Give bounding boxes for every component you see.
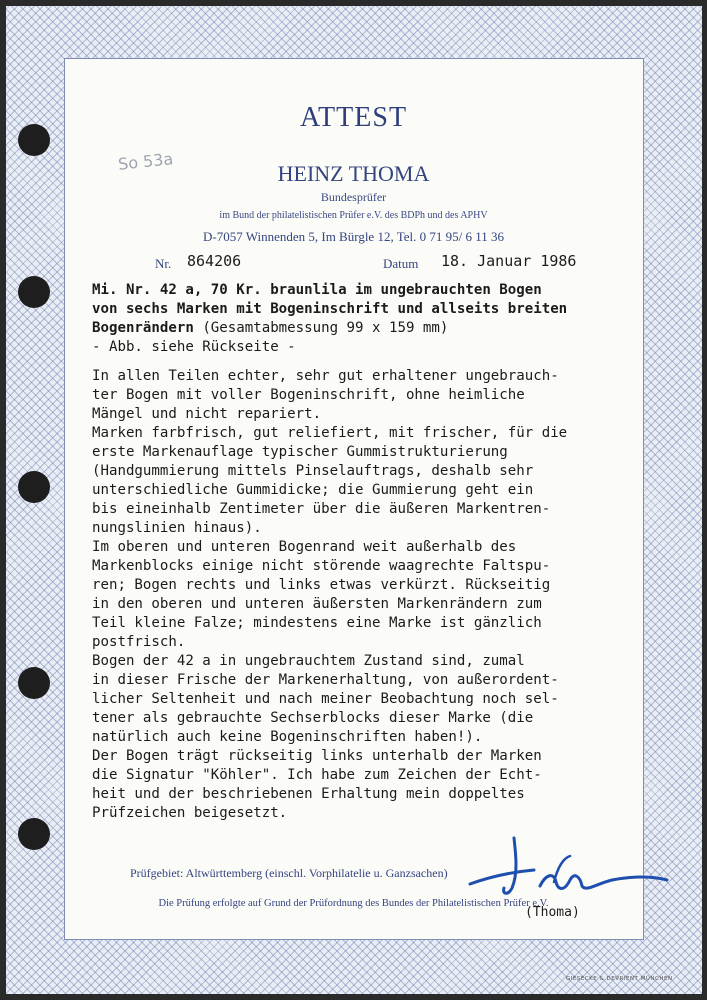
body-line: [92, 557, 632, 576]
body-line: [92, 443, 632, 462]
examiner-address: D-7057 Winnenden 5, Im Bürgle 12, Tel. 0 71 95/ 6 11 36: [202, 229, 505, 244]
body-line-text: bis eineinhalb Zentimeter über die äußeren Markentren-: [92, 501, 551, 517]
body-line-text: Teil kleine Falze; mindestens eine Marke ist gänzlich: [92, 615, 542, 631]
body-line-text: In allen Teilen echter, sehr gut erhaltener ungebrauch-: [92, 368, 559, 384]
footer-note: Die Prüfung erfolgte auf Grund der Prüfordnung des Bundes der Philatelistischen Prüfer e.V.: [158, 898, 549, 909]
body-line-text: erste Markenauflage typischer Gummistrukturierung: [92, 444, 508, 460]
handwritten-signature: [462, 836, 672, 916]
body-line-text: Der Bogen trägt rückseitig links unterhalb der Marken: [92, 748, 542, 764]
examiner-affiliation: im Bund der philatelistischen Prüfer e.V. des BDPh und des APHV: [219, 210, 488, 221]
body-line: [92, 281, 632, 300]
body-line-text: nungslinien hinaus).: [92, 520, 262, 536]
body-line-text: Bogen der 42 a in ungebrauchtem Zustand sind, zumal: [92, 653, 525, 669]
body-line-text: in den oberen und unteren äußersten Markenrändern zum: [92, 596, 542, 612]
body-line: [92, 481, 632, 500]
body-line-text: Mi. Nr. 42 a, 70 Kr. braunlila im ungebrauchten Bogen: [92, 282, 542, 298]
certificate-date: 18. Januar 1986: [441, 252, 577, 270]
body-line: [92, 500, 632, 519]
body-line: [92, 671, 632, 690]
body-line: [92, 595, 632, 614]
body-line-text: natürlich auch keine Bogeninschriften haben!).: [92, 729, 483, 745]
body-line: [92, 576, 632, 595]
body-line: [92, 709, 632, 728]
body-line: [92, 728, 632, 747]
body-line: [92, 690, 632, 709]
body-line: [92, 386, 632, 405]
body-line-text: - Abb. siehe Rückseite -: [92, 339, 296, 355]
body-line-text: von sechs Marken mit Bogeninschrift und allseits breiten: [92, 301, 568, 317]
signature-name: (Thoma): [525, 905, 580, 920]
body-line-text: postfrisch.: [92, 634, 186, 650]
pencil-note: So 53a: [117, 149, 175, 174]
body-line: [92, 766, 632, 785]
body-line-text: tener als gebrauchte Sechserblocks dieser Marke (die: [92, 710, 534, 726]
body-line-text: Mängel und nicht repariert.: [92, 406, 322, 422]
number-label: Nr.: [155, 256, 172, 271]
examiner-role: Bundesprüfer: [320, 190, 387, 204]
body-line-text: Prüfzeichen beigesetzt.: [92, 805, 288, 821]
body-line: [92, 300, 632, 319]
body-line: [92, 747, 632, 766]
body-line-text: die Signatur "Köhler". Ich habe zum Zeichen der Echt-: [92, 767, 542, 783]
body-line: [92, 652, 632, 671]
certificate-body: [92, 281, 632, 823]
printer-imprint: GIESECKE & DEVRIENT MÜNCHEN: [566, 976, 673, 982]
body-line-text: unterschiedliche Gummidicke; die Gummierung geht ein: [92, 482, 534, 498]
paragraph-gap: [92, 357, 632, 367]
body-line-text: heit und der beschriebenen Erhaltung mein doppeltes: [92, 786, 525, 802]
body-line-text: ter Bogen mit voller Bogeninschrift, ohne heimliche: [92, 387, 525, 403]
body-line-text: (Gesamtabmessung 99 x 159 mm): [193, 320, 449, 336]
body-line: [92, 338, 632, 357]
body-line: [92, 633, 632, 652]
examination-area: Prüfgebiet: Altwürttemberg (einschl. Vorphilatelie u. Ganzsachen): [130, 866, 448, 880]
body-line: [92, 319, 632, 338]
body-line-text: in dieser Frische der Markenerhaltung, von außerordent-: [92, 672, 559, 688]
body-line: [92, 614, 632, 633]
body-line-text: Im oberen und unteren Bogenrand weit außerhalb des: [92, 539, 517, 555]
body-line-text: Markenblocks einige nicht störende waagrechte Faltspu-: [92, 558, 551, 574]
body-line-text: Bogenrändern: [92, 320, 194, 336]
body-line: [92, 785, 632, 804]
body-line: [92, 405, 632, 424]
body-line-text: (Handgummierung mittels Pinselauftrags, deshalb sehr: [92, 463, 534, 479]
date-label: Datum: [383, 256, 419, 271]
certificate-number: 864206: [187, 252, 242, 270]
body-line: [92, 538, 632, 557]
body-line: [92, 804, 632, 823]
body-line-text: licher Seltenheit und nach meiner Beobachtung noch sel-: [92, 691, 559, 707]
body-line-text: Marken farbfrisch, gut reliefiert, mit frischer, für die: [92, 425, 568, 441]
body-line: [92, 519, 632, 538]
body-line-text: ren; Bogen rechts und links etwas verkürzt. Rückseitig: [92, 577, 551, 593]
certificate-title: ATTEST: [299, 102, 408, 133]
examiner-name: HEINZ THOMA: [277, 161, 430, 186]
body-line: [92, 462, 632, 481]
body-line: [92, 424, 632, 443]
body-line: [92, 367, 632, 386]
